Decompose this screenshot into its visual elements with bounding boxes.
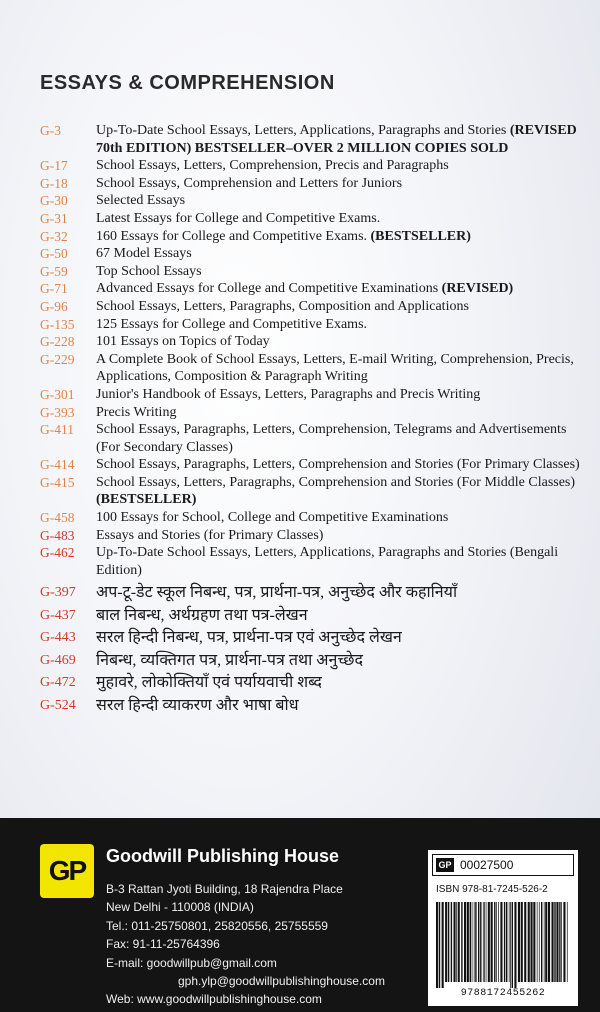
book-code: G-135 <box>40 316 75 332</box>
book-title <box>96 175 580 193</box>
barcode-bar <box>563 902 565 982</box>
barcode-bar <box>475 902 476 982</box>
book-row <box>40 404 580 422</box>
book-row <box>40 263 580 281</box>
book-title <box>96 527 580 545</box>
book-title <box>96 316 580 334</box>
barcode-bar <box>445 902 447 982</box>
book-title-text: 101 Essays on Topics of Today <box>96 334 270 350</box>
book-title-text: School Essays, Letters, Comprehension, Precis and Paragraphs <box>96 158 449 174</box>
barcode-bar <box>483 902 484 982</box>
barcode-icon <box>434 902 572 988</box>
barcode-bar <box>496 902 497 982</box>
book-row <box>40 228 580 246</box>
publisher-footer <box>0 818 600 1012</box>
mini-logo-icon: GP <box>436 858 454 872</box>
book-title <box>96 210 580 228</box>
book-code: G-17 <box>40 158 68 174</box>
barcode-bar <box>539 902 540 982</box>
english-book-list <box>40 122 580 579</box>
address-line: E-mail: goodwillpub@gmail.com <box>106 955 277 970</box>
book-title <box>96 245 580 263</box>
barcode-bar <box>504 902 505 982</box>
book-title-text: Advanced Essays for College and Competitive Examinations <box>96 281 442 297</box>
book-row <box>40 175 580 193</box>
barcode-bar <box>464 902 466 982</box>
book-title-text: School Essays, Letters, Paragraphs, Comprehension and Stories (For Middle Classes) <box>96 474 576 490</box>
book-row <box>40 544 580 579</box>
book-code: G-393 <box>40 404 75 420</box>
book-title-text: मुहावरे, लोकोक्तियाँ एवं पर्यायवाची शब्द <box>96 674 322 692</box>
barcode-bar <box>509 902 510 982</box>
barcode-bar <box>484 902 485 982</box>
book-row <box>40 695 580 718</box>
book-row <box>40 605 580 628</box>
book-row <box>40 316 580 334</box>
book-title-text: सरल हिन्दी निबन्ध, पत्र, प्रार्थना-पत्र एवं अनुच्छेद लेखन <box>96 629 402 647</box>
address-line: New Delhi - 110008 (INDIA) <box>106 900 254 915</box>
book-title <box>96 122 580 157</box>
book-row <box>40 280 580 298</box>
isbn-label: ISBN 978-81-7245-526-2 <box>436 884 548 895</box>
barcode-bar <box>439 902 440 988</box>
book-title <box>96 509 580 527</box>
barcode-bar <box>514 902 516 988</box>
book-title <box>96 386 580 404</box>
barcode-bar <box>454 902 456 982</box>
book-title <box>96 298 580 316</box>
barcode-bar <box>436 902 438 988</box>
book-title <box>96 263 580 281</box>
barcode-bar <box>478 902 479 982</box>
book-code: G-18 <box>40 175 68 191</box>
book-title <box>96 672 580 695</box>
book-code: G-228 <box>40 334 75 350</box>
book-code: G-50 <box>40 246 68 262</box>
publisher-logo <box>40 844 94 898</box>
book-title <box>96 280 580 298</box>
barcode-bar <box>524 902 526 982</box>
book-title <box>96 695 580 718</box>
book-row <box>40 582 580 605</box>
address-line: B-3 Rattan Jyoti Building, 18 Rajendra Place <box>106 882 343 896</box>
book-title-text: Essays and Stories (for Primary Classes) <box>96 527 324 543</box>
barcode-bar <box>486 902 487 982</box>
book-title-text: Junior's Handbook of Essays, Letters, Paragraphs and Precis Writing <box>96 386 481 402</box>
book-code: G-96 <box>40 298 68 314</box>
book-title-text: अप-टू-डेट स्कूल निबन्ध, पत्र, प्रार्थना-पत्र, अनुच्छेद और कहानियाँ <box>96 584 458 602</box>
barcode-bar <box>451 902 452 982</box>
barcode-bar <box>528 902 530 982</box>
barcode-bar <box>448 902 449 982</box>
book-title <box>96 456 580 474</box>
book-title-text: School Essays, Comprehension and Letters for Juniors <box>96 175 403 191</box>
book-title <box>96 627 580 650</box>
book-title <box>96 544 580 579</box>
barcode-bar <box>470 902 471 982</box>
book-title-text: निबन्ध, व्यक्तिगत पत्र, प्रार्थना-पत्र तथा अनुच्छेद <box>96 651 364 669</box>
book-title <box>96 404 580 422</box>
book-row <box>40 386 580 404</box>
barcode-bar <box>537 902 538 982</box>
barcode-bar <box>533 902 535 982</box>
barcode-bar <box>491 902 493 982</box>
book-title <box>96 421 580 456</box>
book-row <box>40 210 580 228</box>
book-row <box>40 650 580 673</box>
book-code: G-397 <box>40 585 76 601</box>
publisher-name: Goodwill Publishing House <box>106 846 339 866</box>
book-title-highlight: (REVISED) <box>441 281 514 297</box>
book-code: G-3 <box>40 123 61 138</box>
book-title-text: Up-To-Date School Essays, Letters, Applications, Paragraphs and Stories (Bengali Edition) <box>96 545 559 578</box>
logo-text: GP <box>48 855 86 886</box>
book-list <box>40 122 580 717</box>
book-title-highlight: (BESTSELLER) <box>370 228 471 244</box>
barcode-bar <box>541 902 542 982</box>
barcode-panel <box>428 850 578 1006</box>
book-title-text: Precis Writing <box>96 404 177 420</box>
book-code: G-472 <box>40 675 76 691</box>
book-row <box>40 351 580 386</box>
barcode-bar <box>506 902 507 982</box>
barcode-bar <box>518 902 520 982</box>
book-row <box>40 527 580 545</box>
book-code: G-301 <box>40 386 75 402</box>
barcode-bar <box>544 902 545 982</box>
book-title-text: School Essays, Letters, Paragraphs, Composition and Applications <box>96 298 469 314</box>
address-line: Fax: 91-11-25764396 <box>106 937 220 952</box>
book-title-text: बाल निबन्ध, अर्थग्रहण तथा पत्र-लेखन <box>96 606 308 624</box>
book-title <box>96 474 580 509</box>
book-code: G-462 <box>40 545 75 561</box>
barcode-bar <box>480 902 481 982</box>
book-row <box>40 421 580 456</box>
barcode-bar <box>442 902 444 988</box>
barcode-bar <box>554 902 555 982</box>
barcode-bar <box>456 902 457 982</box>
book-code: G-32 <box>40 228 68 244</box>
barcode-bar <box>531 902 533 982</box>
barcode-bar <box>552 902 554 982</box>
book-title-text: 67 Model Essays <box>96 246 192 262</box>
book-code: G-469 <box>40 652 76 668</box>
book-title <box>96 228 580 246</box>
book-code: G-524 <box>40 697 76 713</box>
book-code: G-30 <box>40 193 68 209</box>
barcode-bar <box>461 902 462 982</box>
book-title <box>96 157 580 175</box>
book-row <box>40 245 580 263</box>
book-title-text: Selected Essays <box>96 193 186 209</box>
barcode-bar <box>488 902 490 982</box>
barcode-bar <box>545 902 547 982</box>
address-line: gph.ylp@goodwillpublishinghouse.com <box>178 974 385 989</box>
barcode-bar <box>559 902 560 982</box>
book-title-text: 160 Essays for College and Competitive Exams. <box>96 228 371 244</box>
book-code: G-31 <box>40 210 68 226</box>
book-title-text: School Essays, Paragraphs, Letters, Comprehension, Telegrams and Advertisements (For Secondary Classes) <box>96 422 567 455</box>
barcode-bar <box>556 902 558 982</box>
website-line: Web: www.goodwillpublishinghouse.com <box>106 992 322 1007</box>
book-title <box>96 650 580 673</box>
book-row <box>40 672 580 695</box>
barcode-bar <box>500 902 502 982</box>
book-title <box>96 351 580 386</box>
barcode-bar <box>472 902 473 982</box>
barcode-bar <box>494 902 495 982</box>
book-row <box>40 333 580 351</box>
book-row <box>40 474 580 509</box>
barcode-bar <box>474 902 475 982</box>
book-title <box>96 582 580 605</box>
book-title-text: A Complete Book of School Essays, Letters, E-mail Writing, Comprehension, Precis, Applications, Composition & Paragraph Writing <box>96 351 574 385</box>
book-row <box>40 298 580 316</box>
hindi-book-list <box>40 582 580 717</box>
book-title-text: School Essays, Paragraphs, Letters, Comprehension and Stories (For Primary Classes) <box>96 457 580 473</box>
barcode-bar <box>548 902 550 982</box>
book-row <box>40 192 580 210</box>
book-title <box>96 333 580 351</box>
barcode-bar <box>510 902 511 988</box>
publisher-address <box>106 880 385 1009</box>
book-row <box>40 122 580 157</box>
barcode-bar <box>498 902 499 982</box>
book-code: G-458 <box>40 510 75 526</box>
book-title <box>96 605 580 628</box>
product-code: 00027500 <box>460 858 514 872</box>
book-row <box>40 509 580 527</box>
book-title-highlight: (BESTSELLER) <box>96 492 197 508</box>
book-code: G-229 <box>40 351 75 367</box>
book-title <box>96 192 580 210</box>
barcode-bar <box>458 902 460 982</box>
book-code: G-411 <box>40 422 74 438</box>
book-row <box>40 627 580 650</box>
book-code: G-415 <box>40 474 75 490</box>
book-title-text: सरल हिन्दी व्याकरण और भाषा बोध <box>96 696 299 714</box>
book-title-text: 125 Essays for College and Competitive Exams. <box>96 316 368 332</box>
section-title: ESSAYS & COMPREHENSION <box>40 72 335 94</box>
book-code: G-437 <box>40 607 76 623</box>
book-row <box>40 157 580 175</box>
book-code: G-443 <box>40 630 76 646</box>
ean-number: 9788172455262 <box>460 988 546 999</box>
barcode-bar <box>521 902 523 982</box>
book-code: G-483 <box>40 527 75 543</box>
book-title-text: Up-To-Date School Essays, Letters, Applications, Paragraphs and Stories <box>96 123 510 138</box>
book-title-text: Latest Essays for College and Competitive Exams. <box>96 210 381 226</box>
book-title-text: Top School Essays <box>96 263 202 279</box>
book-row <box>40 456 580 474</box>
book-title-highlight: (REVISED 70th EDITION) BESTSELLER–OVER 2 MILLION COPIES SOLD <box>96 123 577 156</box>
book-code: G-71 <box>40 281 68 297</box>
book-code: G-414 <box>40 457 75 473</box>
barcode-bar <box>561 902 562 982</box>
book-code: G-59 <box>40 263 68 279</box>
address-line: Tel.: 011-25750801, 25820556, 25755559 <box>106 918 328 933</box>
product-code-box <box>432 854 574 876</box>
barcode-bar <box>512 902 513 988</box>
book-title-text: 100 Essays for School, College and Competitive Examinations <box>96 510 449 526</box>
barcode-bar <box>567 902 568 982</box>
barcode-bar <box>467 902 469 982</box>
